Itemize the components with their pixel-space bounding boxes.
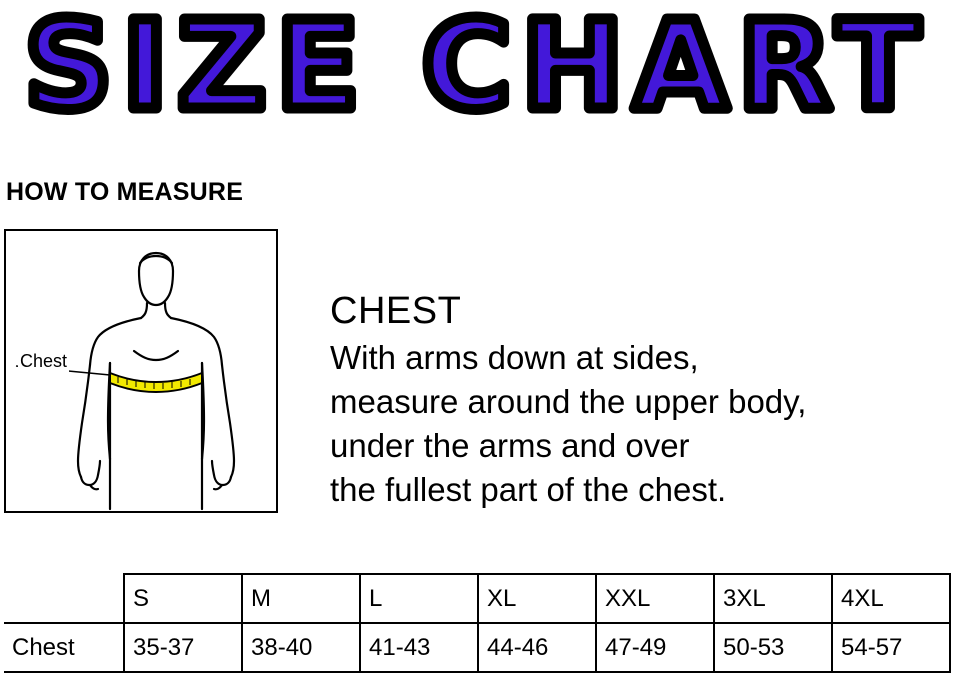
table-header-m: M [242, 574, 360, 623]
measurement-description [330, 288, 954, 512]
table-cell-chest-4xl: 54-57 [832, 623, 950, 672]
table-cell-chest-3xl: 50-53 [714, 623, 832, 672]
size-table [4, 573, 951, 673]
title-text: SIZE CHART [24, 0, 930, 137]
tape-measure-icon [110, 373, 202, 392]
table-header-4xl: 4XL [832, 574, 950, 623]
table-cell-chest-xxl: 47-49 [596, 623, 714, 672]
description-heading: CHEST [330, 290, 462, 332]
table-cell-chest-m: 38-40 [242, 623, 360, 672]
description-line-1: With arms down at sides, [330, 339, 699, 376]
table-corner-cell [4, 574, 124, 623]
table-header-3xl: 3XL [714, 574, 832, 623]
table-cell-chest-l: 41-43 [360, 623, 478, 672]
table-header-xl: XL [478, 574, 596, 623]
size-chart-title-graphic [0, 0, 954, 150]
description-line-4: the fullest part of the chest. [330, 471, 727, 508]
table-cell-chest-xl: 44-46 [478, 623, 596, 672]
page-title [0, 0, 954, 150]
figure-chest-label: Chest [20, 351, 68, 371]
table-header-s: S [124, 574, 242, 623]
table-header-xxl: XXL [596, 574, 714, 623]
table-row-headers [4, 574, 950, 623]
how-to-measure-heading: HOW TO MEASURE [6, 178, 244, 206]
table-row-label-chest: Chest [4, 623, 124, 672]
description-line-3: under the arms and over [330, 427, 690, 464]
table-cell-chest-s: 35-37 [124, 623, 242, 672]
table-row-chest [4, 623, 950, 672]
table-header-l: L [360, 574, 478, 623]
description-line-2: measure around the upper body, [330, 383, 807, 420]
